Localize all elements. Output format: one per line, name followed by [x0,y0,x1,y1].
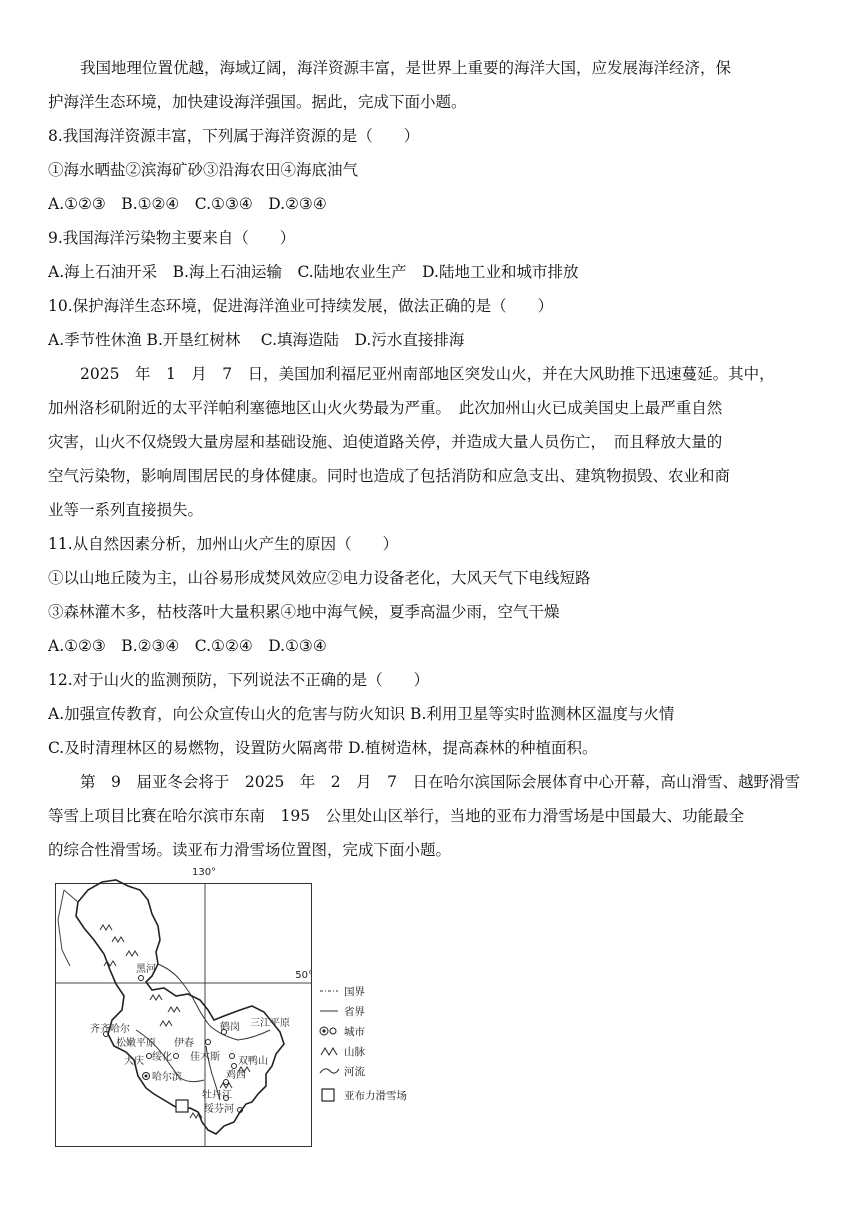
legend-river-label: 河流 [344,1066,365,1078]
city-yichun [206,1040,211,1045]
label-harbin: 哈尔滨 [152,1072,182,1083]
city-shuangyashan [232,1064,237,1069]
question-9-stem: 9.我国海洋污染物主要来自（ ） [48,229,296,247]
passage-2-line-3: 灾害，山火不仅烧毁大量房屋和基础设施、迫使道路关停，并造成大量人员伤亡， 而且释放大量的 [48,433,723,451]
question-10-stem: 10.保护海洋生态环境，促进海洋渔业可持续发展，做法正确的是（ ） [48,297,554,315]
legend-ski-resort-label: 亚布力滑雪场 [344,1090,407,1102]
passage-2-line-2: 加州洛杉矶附近的太平洋帕利塞德地区山火火势最为严重。 此次加州山火已成美国史上最严重自然 [48,399,723,417]
label-suifenhe: 绥芬河 [204,1104,234,1115]
passage-1-line-2: 护海洋生态环境，加快建设海洋强国。据此，完成下面小题。 [48,93,467,111]
label-qiqihar: 齐齐哈尔 [90,1024,130,1035]
question-8-items: ①海水晒盐②滨海矿砂③沿海农田④海底油气 [48,161,359,179]
passage-2-line-5: 业等一系列直接损失。 [48,501,204,519]
provincial-border-symbol [318,1004,340,1018]
label-hegang: 鹤岗 [220,1022,240,1033]
passage-1-line-1: 我国地理位置优越，海域辽阔，海洋资源丰富，是世界上重要的海洋大国，应发展海洋经济，保 [80,59,732,77]
passage-3-line-2: 等雪上项目比赛在哈尔滨市东南 195 公里处山区举行，当地的亚布力滑雪场是中国最大、功能最全 [48,807,745,825]
question-12-options-ab: A.加强宣传教育，向公众宣传山火的危害与防火知识 B.利用卫星等实时监测林区温度与火情 [48,705,675,723]
city-symbol [318,1024,340,1038]
label-jixi: 鸡西 [226,1070,246,1081]
question-12-stem: 12.对于山火的监测预防，下列说法不正确的是（ ） [48,671,430,689]
capital-dot [145,1075,148,1078]
question-9-options: A.海上石油开采 B.海上石油运输 C.陆地农业生产 D.陆地工业和城市排放 [48,263,579,281]
legend-provincial-border-label: 省界 [344,1006,365,1018]
label-suihua: 绥化 [152,1052,172,1063]
city-suihua [174,1054,179,1059]
yabuli-location-map [40,860,318,1152]
label-daqing: 大庆 [124,1056,144,1067]
city-daqing [147,1054,152,1059]
city-heihe [139,976,144,981]
label-shuangyashan: 双鸭山 [238,1056,268,1067]
neighbor-outline [58,890,78,966]
label-yichun: 伊春 [174,1038,194,1049]
city-jiamusi [230,1054,235,1059]
label-heihe: 黑河 [136,964,156,975]
legend-national-border-label: 国界 [344,986,365,998]
question-11-options: A.①②③ B.②③④ C.①②④ D.①③④ [48,637,327,655]
legend-mountain-label: 山脉 [344,1046,365,1058]
mountain-symbol-icon [318,1044,340,1058]
river-symbol-icon [318,1064,340,1078]
yabuli-ski-resort-marker [176,1100,188,1112]
passage-3-line-3: 的综合性滑雪场。读亚布力滑雪场位置图，完成下面小题。 [48,841,452,859]
longitude-label: 130° [192,867,217,878]
question-11-items-2: ③森林灌木多，枯枝落叶大量积累④地中海气候，夏季高温少雨，空气干燥 [48,603,560,621]
national-border-symbol [318,984,340,998]
question-12-options-cd: C.及时清理林区的易燃物，设置防火隔离带 D.植树造林，提高森林的种植面积。 [48,739,598,757]
ski-resort-symbol-icon [318,1088,340,1102]
passage-2-line-1: 2025 年 1 月 7 日，美国加利福尼亚州南部地区突发山火，并在大风助推下迅速蔓延。其中， [80,365,775,383]
passage-3-line-1: 第 9 届亚冬会将于 2025 年 2 月 7 日在哈尔滨国际会展体育中心开幕，高山滑雪、越野滑雪 [80,773,801,791]
passage-2-line-4: 空气污染物，影响周围居民的身体健康。同时也造成了包括消防和应急支出、建筑物损毁、农业和商 [48,467,731,485]
province-outline [76,880,284,1134]
label-mudanjiang: 牡丹江 [202,1090,232,1101]
question-11-items-1: ①以山地丘陵为主，山谷易形成焚风效应②电力设备老化，大风天气下电线短路 [48,569,591,587]
label-jiamusi: 佳木斯 [190,1052,220,1063]
label-songnen: 松嫩平原 [116,1038,156,1049]
question-8-options: A.①②③ B.①②④ C.①③④ D.②③④ [48,195,327,213]
question-8-stem: 8.我国海洋资源丰富，下列属于海洋资源的是（ ） [48,127,420,145]
legend-city-label: 城市 [344,1026,365,1038]
question-11-stem: 11.从自然因素分析，加州山火产生的原因（ ） [48,535,399,553]
question-10-options: A.季节性休渔 B.开垦红树林 C.填海造陆 D.污水直接排海 [48,331,465,349]
label-sanjiang: 三江平原 [250,1018,290,1029]
latitude-label: 50° [295,970,313,981]
